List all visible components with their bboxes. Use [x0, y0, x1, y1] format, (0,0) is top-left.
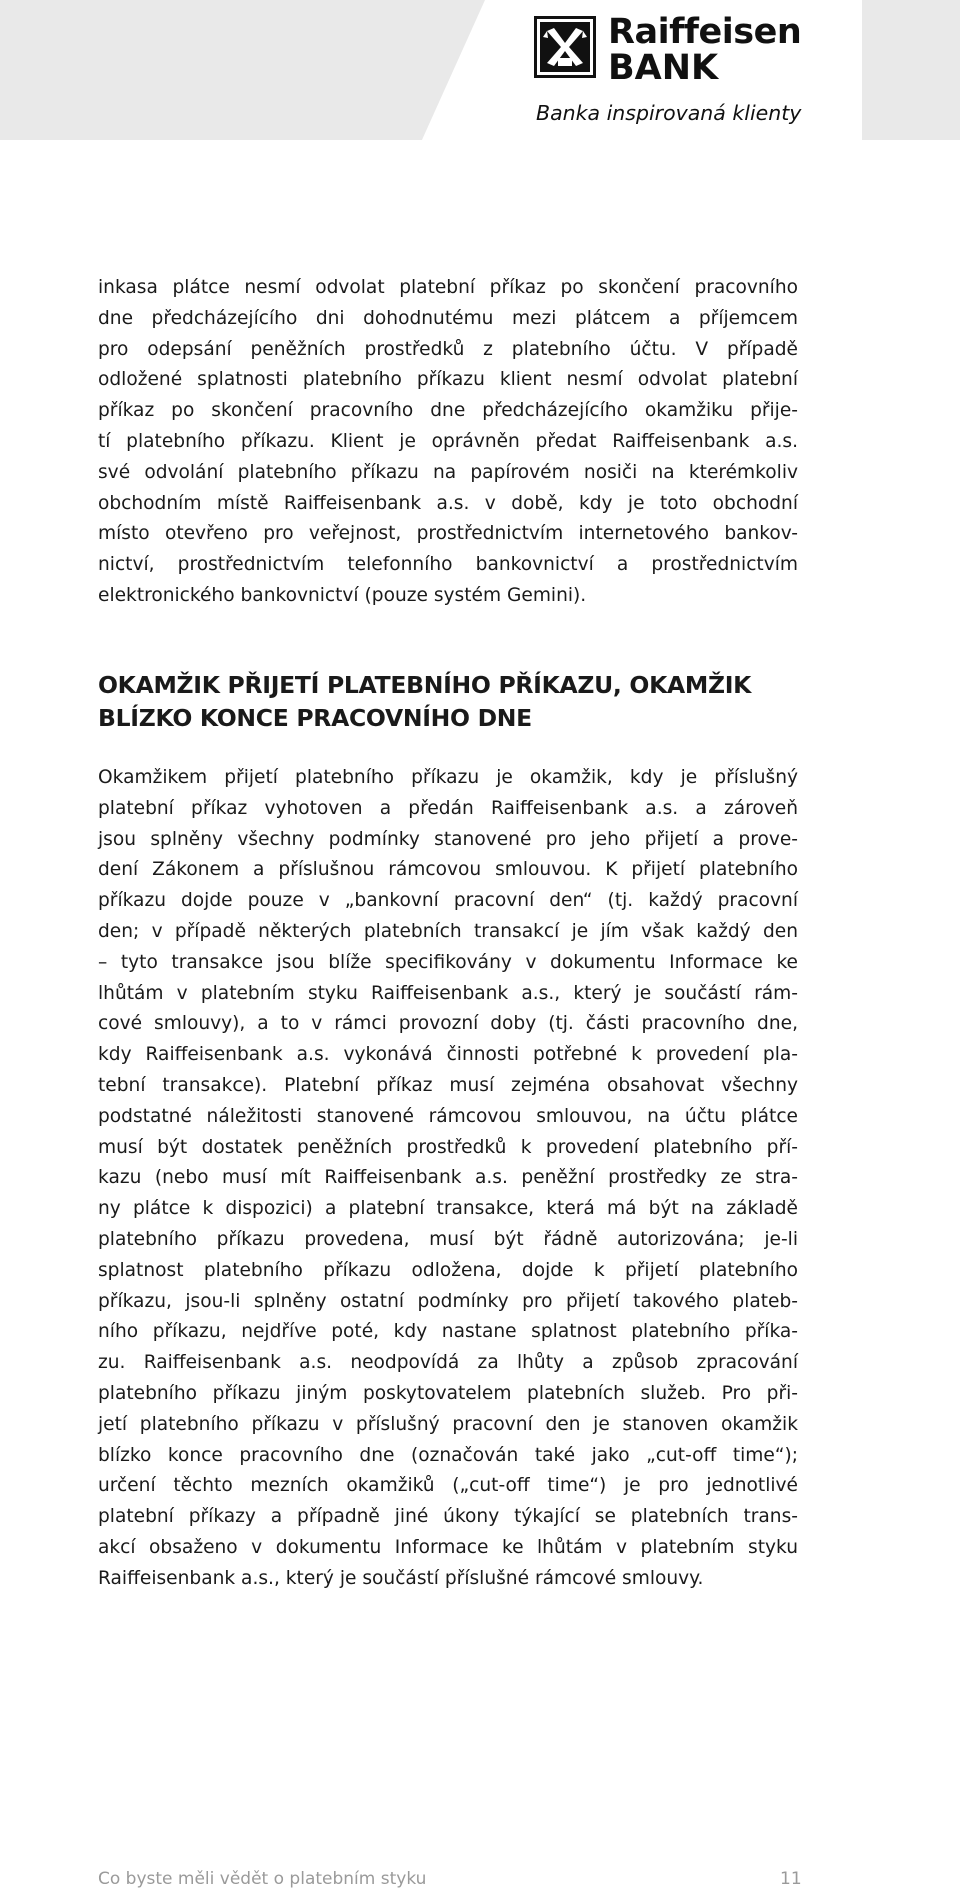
raiffeisen-gable-cross-icon [534, 16, 596, 78]
heading-line: OKAMŽIK PŘIJETÍ PLATEBNÍHO PŘÍKAZU, OKAMŽIK [98, 671, 752, 699]
text-line: místo otevřeno pro veřejnost, prostřednictvím internetového bankov- [98, 523, 798, 545]
text-line: Raiffeisenbank a.s., který je součástí příslušné rámcové smlouvy. [98, 1567, 704, 1589]
text-line: – tyto transakce jsou blíže specifikovány v dokumentu Informace ke [98, 951, 798, 973]
text-line: jetí platebního příkazu v příslušný pracovní den je stanoven okamžik [98, 1413, 798, 1435]
text-line: příkazu dojde pouze v „bankovní pracovní den“ (tj. každý pracovní [98, 890, 798, 912]
text-line: podstatné náležitosti stanovené rámcovou smlouvou, na účtu plátce [98, 1105, 798, 1127]
text-line: platebního příkazu provedena, musí být řádně autorizována; je-li [98, 1228, 798, 1250]
heading-line: BLÍZKO KONCE PRACOVNÍHO DNE [98, 704, 532, 732]
text-line: elektronického bankovnictví (pouze systém Gemini). [98, 584, 587, 606]
text-line: ny plátce k dispozici) a platební transakce, která má být na základě [98, 1198, 798, 1220]
text-line: kdy Raiffeisenbank a.s. vykonává činnosti potřebné k provedení pla- [98, 1044, 798, 1066]
paragraph-odvolani [98, 273, 798, 612]
text-line: akcí obsaženo v dokumentu Informace ke lhůtám v platebním styku [98, 1536, 798, 1558]
brand-slogan: Banka inspirovaná klienty [536, 101, 802, 125]
text-line: příkazu, jsou-li splněny ostatní podmínky pro přijetí takového plateb- [98, 1290, 798, 1312]
page-header [0, 0, 960, 140]
text-line: pro odepsání peněžních prostředků z platebního účtu. V případě [98, 338, 798, 360]
text-line: ního příkazu, nejdříve poté, kdy nastane splatnost platebního příka- [98, 1321, 798, 1343]
brand-bank: BANK [608, 48, 719, 88]
text-line: příkaz po skončení pracovního dne předcházejícího okamžiku přije- [98, 400, 798, 422]
raiffeisen-logo [534, 14, 834, 132]
header-grey-band-right [862, 0, 960, 140]
text-line: dení Zákonem a příslušnou rámcovou smlouvou. K přijetí platebního [98, 859, 798, 881]
page-number: 11 [780, 1869, 802, 1889]
text-line: své odvolání platebního příkazu na papírovém nosiči na kterémkoliv [98, 461, 798, 483]
text-line: určení těchto mezních okamžiků („cut-off time“) je pro jednotlivé [98, 1475, 798, 1497]
text-line: nictví, prostřednictvím telefonního bankovnictví a prostřednictvím [98, 554, 798, 576]
text-line: jsou splněny všechny podmínky stanovené pro jeho přijetí a prove- [98, 828, 798, 850]
text-line: splatnost platebního příkazu odložena, dojde k přijetí platebního [98, 1259, 798, 1281]
text-line: dne předcházejícího dni dohodnutému mezi plátcem a příjemcem [98, 307, 798, 329]
text-line: den; v případě některých platebních transakcí je jím však každý den [98, 920, 798, 942]
paragraph-okamzik-prijeti [98, 763, 798, 1595]
footer-title: Co byste měli vědět o platebním styku [98, 1869, 427, 1889]
section-heading [98, 669, 798, 735]
brand-name: Raiffeisen [608, 12, 802, 52]
text-line: platební příkaz vyhotoven a předán Raiffeisenbank a.s. a zároveň [98, 797, 798, 819]
text-line: inkasa plátce nesmí odvolat platební příkaz po skončení pracovního [98, 277, 798, 298]
text-line: lhůtám v platebním styku Raiffeisenbank a.s., který je součástí rám- [98, 982, 798, 1004]
text-line: platebního příkazu jiným poskytovatelem platebních služeb. Pro při- [98, 1382, 798, 1404]
text-line: kazu (nebo musí mít Raiffeisenbank a.s. peněžní prostředky ze stra- [98, 1167, 798, 1189]
text-line: cové smlouvy), a to v rámci provozní doby (tj. části pracovního dne, [98, 1013, 798, 1035]
text-line: zu. Raiffeisenbank a.s. neodpovídá za lhůty a způsob zpracování [98, 1352, 798, 1374]
text-line: tí platebního příkazu. Klient je oprávněn předat Raiffeisenbank a.s. [98, 430, 798, 452]
text-line: musí být dostatek peněžních prostředků k provedení platebního pří- [98, 1136, 798, 1158]
text-line: odložené splatnosti platebního příkazu klient nesmí odvolat platební [98, 369, 798, 391]
text-line: tební transakce). Platební příkaz musí zejména obsahovat všechny [98, 1074, 798, 1096]
text-line: obchodním místě Raiffeisenbank a.s. v době, kdy je toto obchodní [98, 492, 798, 514]
text-line: platební příkazy a případně jiné úkony týkající se platebních trans- [98, 1506, 798, 1528]
header-grey-band-left [0, 0, 485, 140]
text-line: Okamžikem přijetí platebního příkazu je okamžik, kdy je příslušný [98, 767, 798, 788]
text-line: blízko konce pracovního dne (označován také jako „cut-off time“); [98, 1444, 798, 1466]
